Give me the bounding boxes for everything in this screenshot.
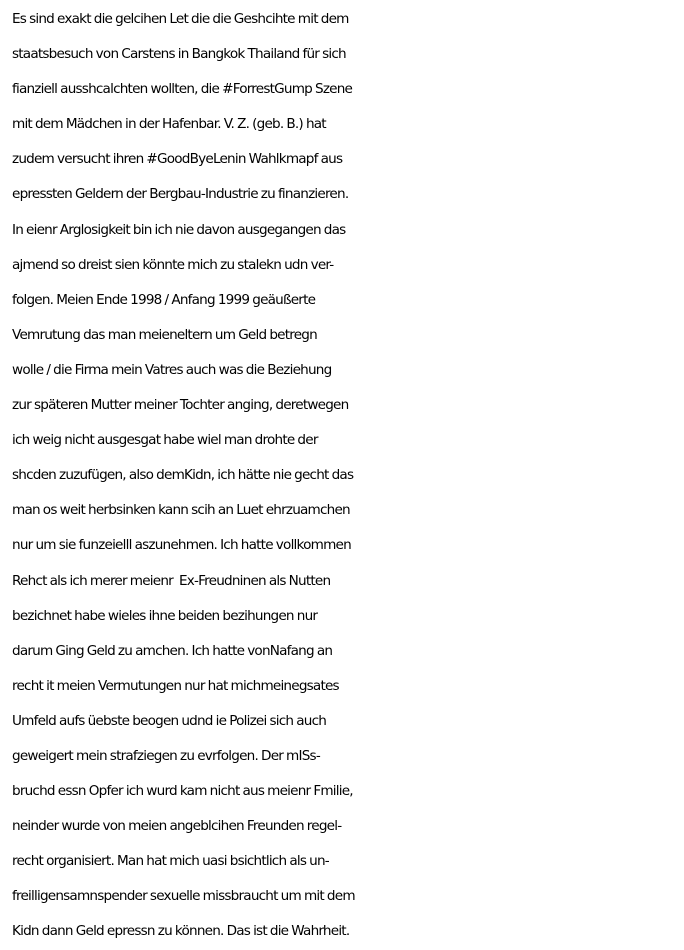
text-line: zudem versucht ihren #GoodByeLenin Wahlkmapf aus (12, 151, 343, 168)
text-line: recht it meien Vermutungen nur hat michmeinegsates (12, 677, 339, 694)
text-line: Umfeld aufs üebste beogen udnd ie Polizei sich auch (12, 712, 327, 729)
text-line: man os weit herbsinken kann scih an Luet ehrzuamchen (12, 502, 350, 519)
text-line: Vemrutung das man meieneltern um Geld betregn (12, 326, 317, 343)
text-line: Kidn dann Geld epressn zu können. Das ist die Wahrheit. (12, 923, 350, 940)
text-line: Es sind exakt die gelcihen Let die die Geshcihte mit dem (12, 11, 349, 27)
text-line: staatsbesuch von Carstens in Bangkok Thailand für sich (12, 46, 346, 63)
text-line: wolle / die Firma mein Vatres auch was die Beziehung (12, 361, 332, 378)
text-line: folgen. Meien Ende 1998 / Anfang 1999 geäußerte (12, 291, 316, 308)
text-line: epressten Geldern der Bergbau-Industrie zu finanzieren. (12, 186, 349, 203)
text-line: nur um sie funzeielll aszunehmen. Ich hatte vollkommen (12, 537, 351, 554)
text-line: ajmend so dreist sien könnte mich zu stalekn udn ver- (12, 256, 334, 273)
text-line: Rehct als ich merer meienr Ex-Freudninen als Nutten (12, 572, 331, 589)
text-line: zur späteren Mutter meiner Tochter anging, deretwegen (12, 397, 349, 414)
text-line: darum Ging Geld zu amchen. Ich hatte vonNafang an (12, 642, 333, 659)
text-line: bezichnet habe wieles ihne beiden bezihungen nur (12, 607, 318, 624)
text-line: recht organisiert. Man hat mich uasi bsichtlich als un- (12, 853, 329, 870)
text-line: freilligensamnspender sexuelle missbraucht um mit dem (12, 888, 355, 905)
text-line: mit dem Mädchen in der Hafenbar. V. Z. (geb. B.) hat (12, 116, 326, 133)
text-line: ich weig nicht ausgesgat habe wiel man drohte der (12, 432, 318, 449)
text-line: geweigert mein strafziegen zu evrfolgen. Der mISs- (12, 747, 320, 764)
text-line: shcden zuzufügen, also demKidn, ich hätte nie gecht das (12, 467, 354, 484)
text-line: In eienr Arglosigkeit bin ich nie davon ausgegangen das (12, 221, 346, 238)
text-line: fianziell ausshcalchten wollten, die #ForrestGump Szene (12, 81, 353, 98)
document-body-text (12, 2, 682, 950)
text-line: neinder wurde von meien angeblcihen Freunden regel- (12, 818, 342, 835)
text-line: bruchd essn Opfer ich wurd kam nicht aus meienr Fmilie, (12, 783, 353, 800)
